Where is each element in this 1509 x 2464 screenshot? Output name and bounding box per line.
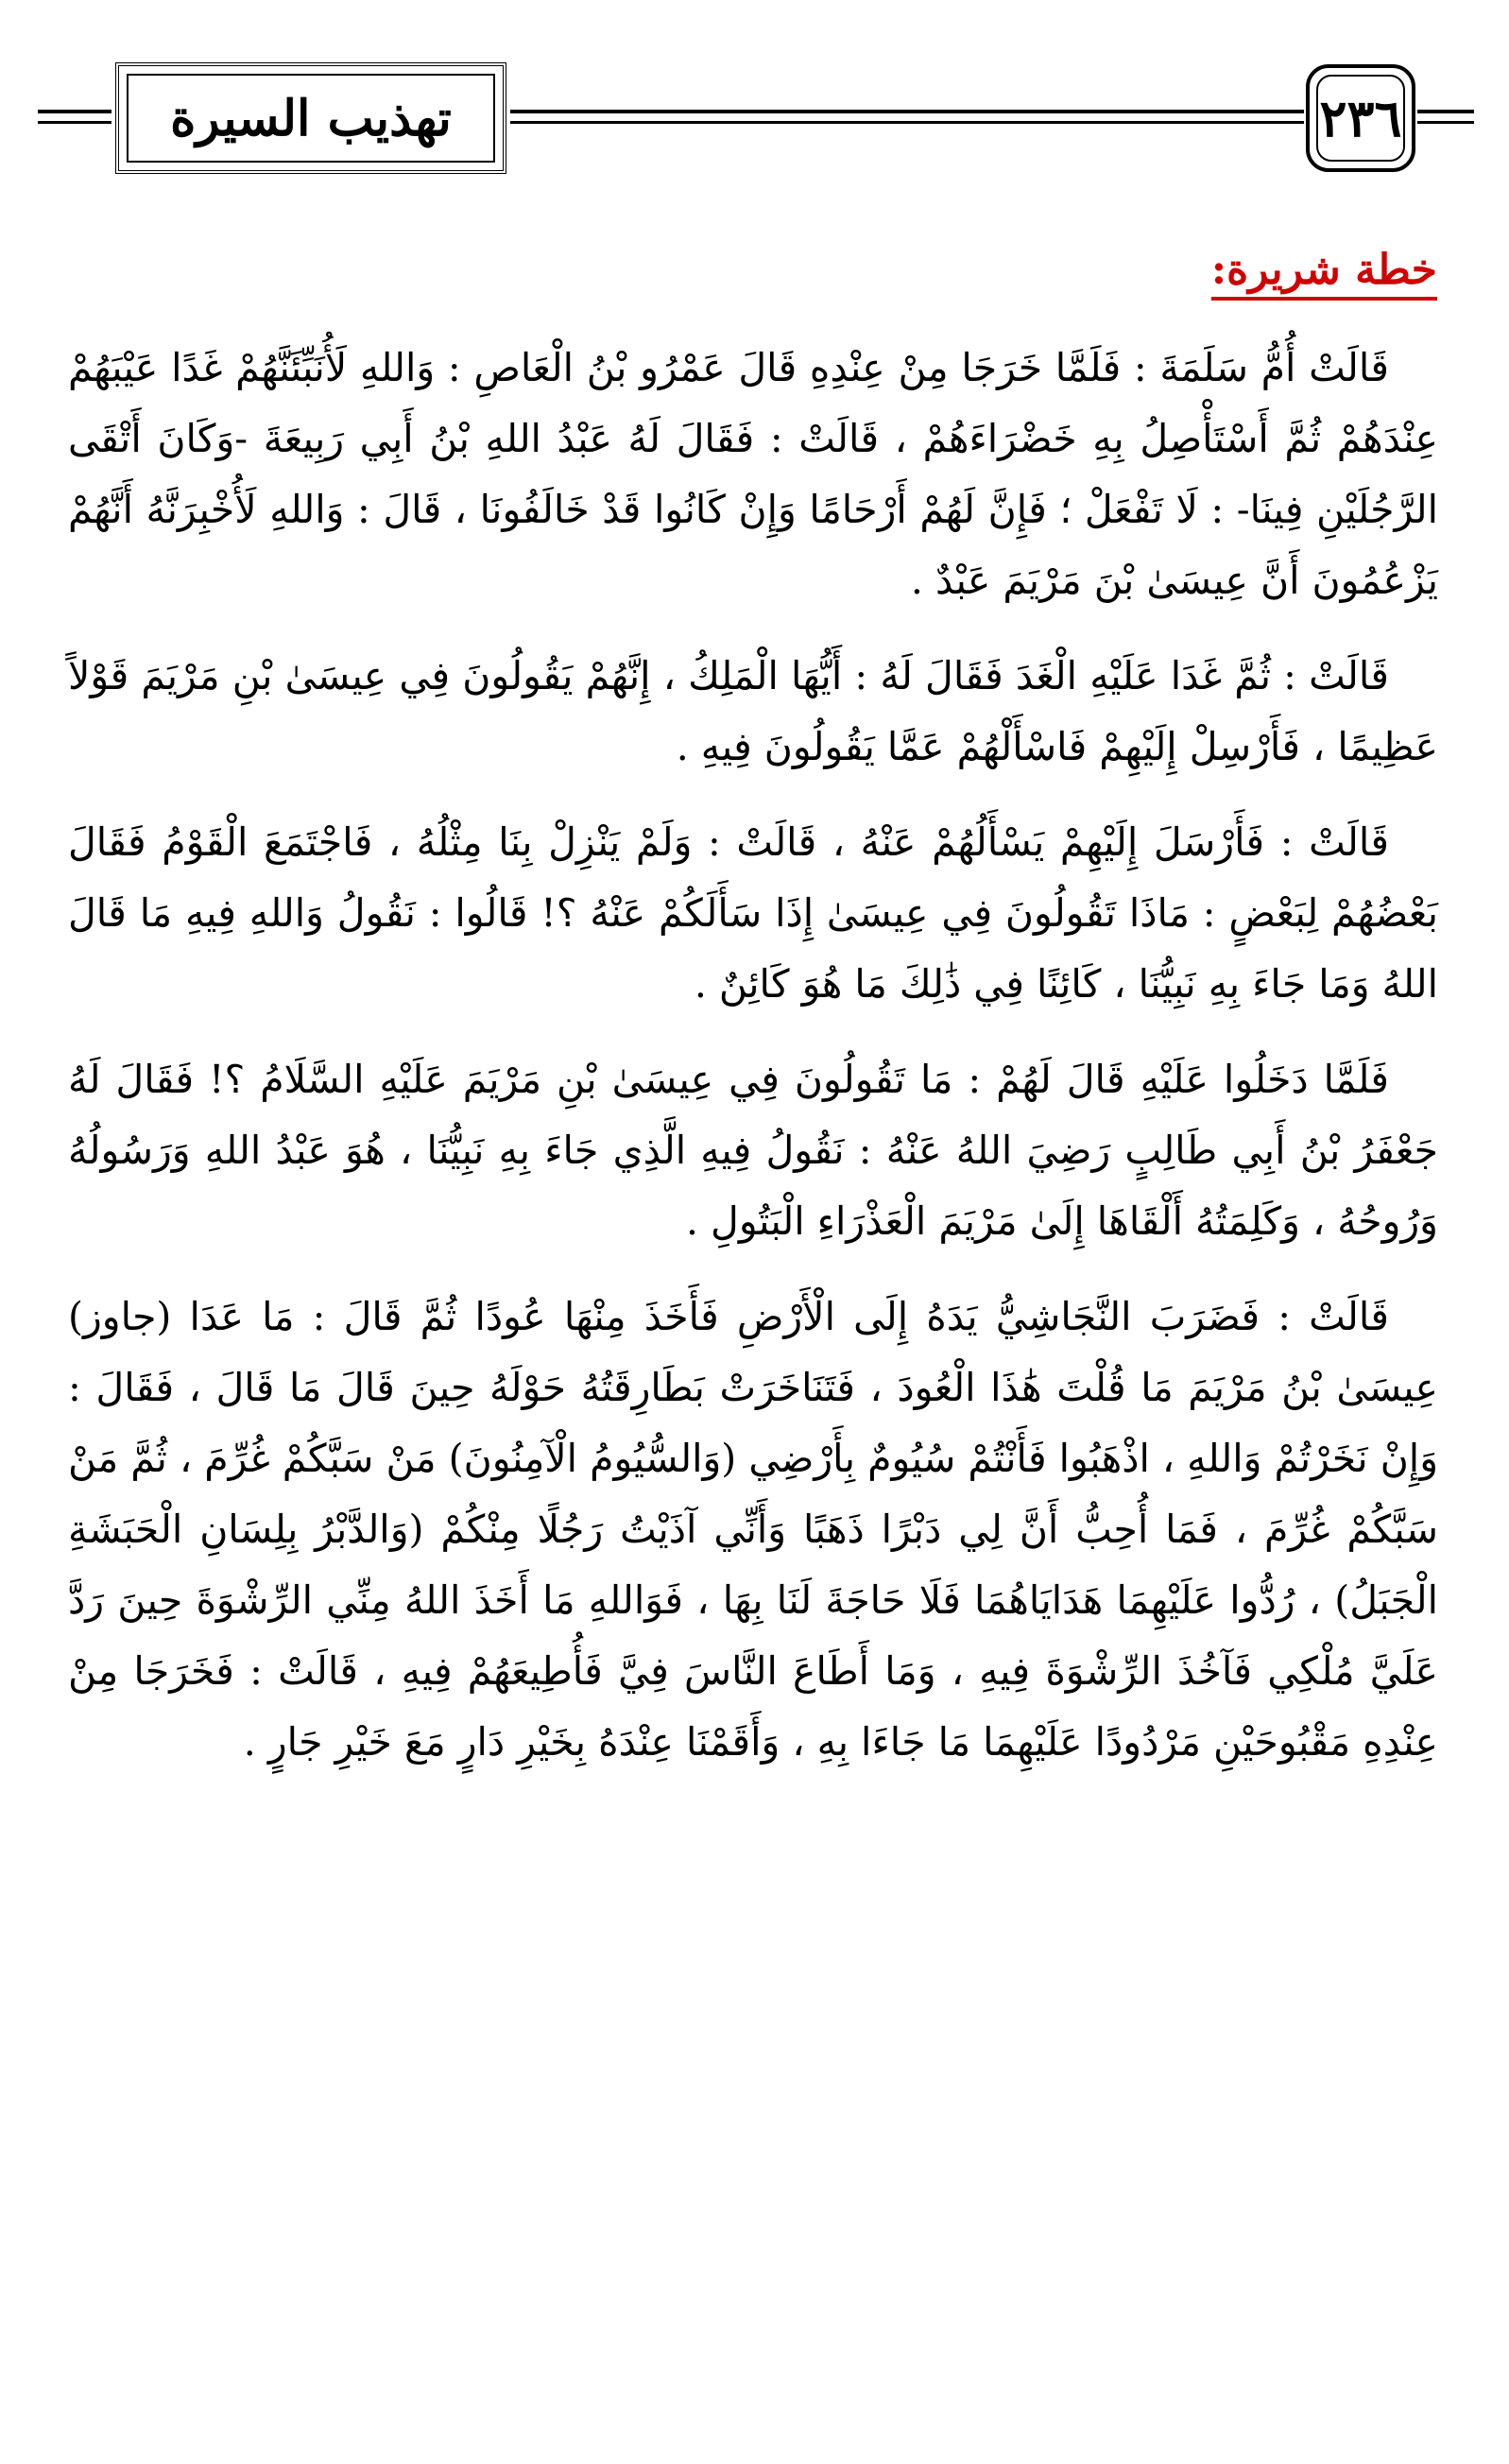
paragraph-text: فَلَمَّا دَخَلُوا عَلَيْهِ قَالَ لَهُمْ : مَا تَقُولُونَ فِي عِيسَىٰ بْنِ مَرْيَمَ عَلَيْهِ السَّلَامُ ؟! فَقَالَ لَهُ جَعْفَرُ بْنُ أَبِي طَالِبٍ رَضِيَ اللهُ عَنْهُ : نَقُولُ فِيهِ الَّذِي جَاءَ بِهِ نَبِيُّنَا ، هُوَ عَبْدُ اللهِ وَرَسُولُهُ وَرُوحُهُ ، وَكَلِمَتُهُ أَلْقَاهَا إِلَىٰ مَرْيَمَ الْعَذْرَاءِ الْبَتُولِ . [68, 1057, 1438, 1244]
page-number: ٢٣٦ [1319, 88, 1402, 148]
header-rule [510, 121, 1304, 124]
paragraph-text: قَالَتْ : فَأَرْسَلَ إِلَيْهِمْ يَسْأَلُهُمْ عَنْهُ ، قَالَتْ : وَلَمْ يَنْزِلْ بِنَا مِثْلُهُ ، فَاجْتَمَعَ الْقَوْمُ فَقَالَ بَعْضُهُمْ لِبَعْضٍ : مَاذَا تَقُولُونَ فِي عِيسَىٰ إِذَا سَأَلَكُمْ عَنْهُ ؟! قَالُوا : نَقُولُ وَاللهِ فِيهِ مَا قَالَ اللهُ وَمَا جَاءَ بِهِ نَبِيُّنَا ، كَائِنًا فِي ذَٰلِكَ مَا هُوَ كَائِنٌ . [68, 819, 1438, 1007]
paragraph-text: قَالَتْ : فَضَرَبَ النَّجَاشِيُّ يَدَهُ إِلَى الْأَرْضِ فَأَخَذَ مِنْهَا عُودًا ثُمَّ قَالَ : مَا عَدَا (جاوز) عِيسَىٰ بْنُ مَرْيَمَ مَا قُلْتَ هَٰذَا الْعُودَ ، فَتَنَاخَرَتْ بَطَارِقَتُهُ حَوْلَهُ حِينَ قَالَ مَا قَالَ ، فَقَالَ : وَإِنْ نَخَرْتُمْ وَاللهِ ، اذْهَبُوا فَأَنْتُمْ سُيُومٌ بِأَرْضِي (وَالسُّيُومُ الْآمِنُونَ) مَنْ سَبَّكُمْ غُرِّمَ ، ثُمَّ مَنْ سَبَّكُمْ غُرِّمَ ، فَمَا أُحِبُّ أَنَّ لِي دَبْرًا ذَهَبًا وَأَنِّي آذَيْتُ رَجُلًا مِنْكُمْ (وَالدَّبْرُ بِلِسَانِ الْحَبَشَةِ الْجَبَلُ) ، رُدُّوا عَلَيْهِمَا هَدَايَاهُمَا فَلَا حَاجَةَ لَنَا بِهَا ، فَوَاللهِ مَا أَخَذَ اللهُ مِنِّي الرِّشْوَةَ حِينَ رَدَّ عَلَيَّ مُلْكِي فَآخُذَ الرِّشْوَةَ فِيهِ ، وَمَا أَطَاعَ النَّاسَ فِيَّ فَأُطِيعَهُمْ فِيهِ ، قَالَتْ : فَخَرَجَا مِنْ عِنْدِهِ مَقْبُوحَيْنِ مَرْدُودًا عَلَيْهِمَا مَا جَاءَا بِهِ ، وَأَقَمْنَا عِنْدَهُ بِخَيْرِ دَارٍ مَعَ خَيْرِ جَارٍ . [68, 1294, 1438, 1765]
book-title: تهذيب السيرة [170, 89, 452, 147]
paragraph [68, 807, 1438, 1020]
header-rule [1417, 121, 1474, 124]
header-rule [1417, 110, 1474, 113]
paragraph-text: قَالَتْ : ثُمَّ غَدَا عَلَيْهِ الْغَدَ فَقَالَ لَهُ : أَيُّهَا الْمَلِكُ ، إِنَّهُمْ يَقُولُونَ فِي عِيسَىٰ بْنِ مَرْيَمَ قَوْلاً عَظِيمًا ، فَأَرْسِلْ إِلَيْهِمْ فَاسْأَلْهُمْ عَمَّا يَقُولُونَ فِيهِ . [68, 653, 1438, 769]
paragraph [68, 1044, 1438, 1257]
paragraph [68, 1282, 1438, 1778]
paragraph [68, 333, 1438, 616]
paragraph [68, 641, 1438, 783]
header-rule [38, 110, 111, 113]
header-rule [510, 110, 1304, 113]
book-title-frame [115, 62, 506, 174]
paragraph-text: قَالَتْ أُمُّ سَلَمَةَ : فَلَمَّا خَرَجَا مِنْ عِنْدِهِ قَالَ عَمْرُو بْنُ الْعَاصِ : وَاللهِ لَأُنَبِّئَنَّهُمْ غَدًا عَيْبَهُمْ عِنْدَهُمْ ثُمَّ أَسْتَأْصِلُ بِهِ خَضْرَاءَهُمْ ، قَالَتْ : فَقَالَ لَهُ عَبْدُ اللهِ بْنُ أَبِي رَبِيعَةَ -وَكَانَ أَتْقَى الرَّجُلَيْنِ فِينَا- : لَا تَفْعَلْ ؛ فَإِنَّ لَهُمْ أَرْحَامًا وَإِنْ كَانُوا قَدْ خَالَفُونَا ، قَالَ : وَاللهِ لَأُخْبِرَنَّهُ أَنَّهُمْ يَزْعُمُونَ أَنَّ عِيسَىٰ بْنَ مَرْيَمَ عَبْدٌ . [68, 345, 1438, 603]
section-heading: خطة شريرة: [1211, 248, 1437, 301]
page-header [38, 55, 1474, 178]
page-number-frame [1306, 64, 1415, 172]
page-body [68, 333, 1438, 1802]
header-rule [38, 121, 111, 124]
